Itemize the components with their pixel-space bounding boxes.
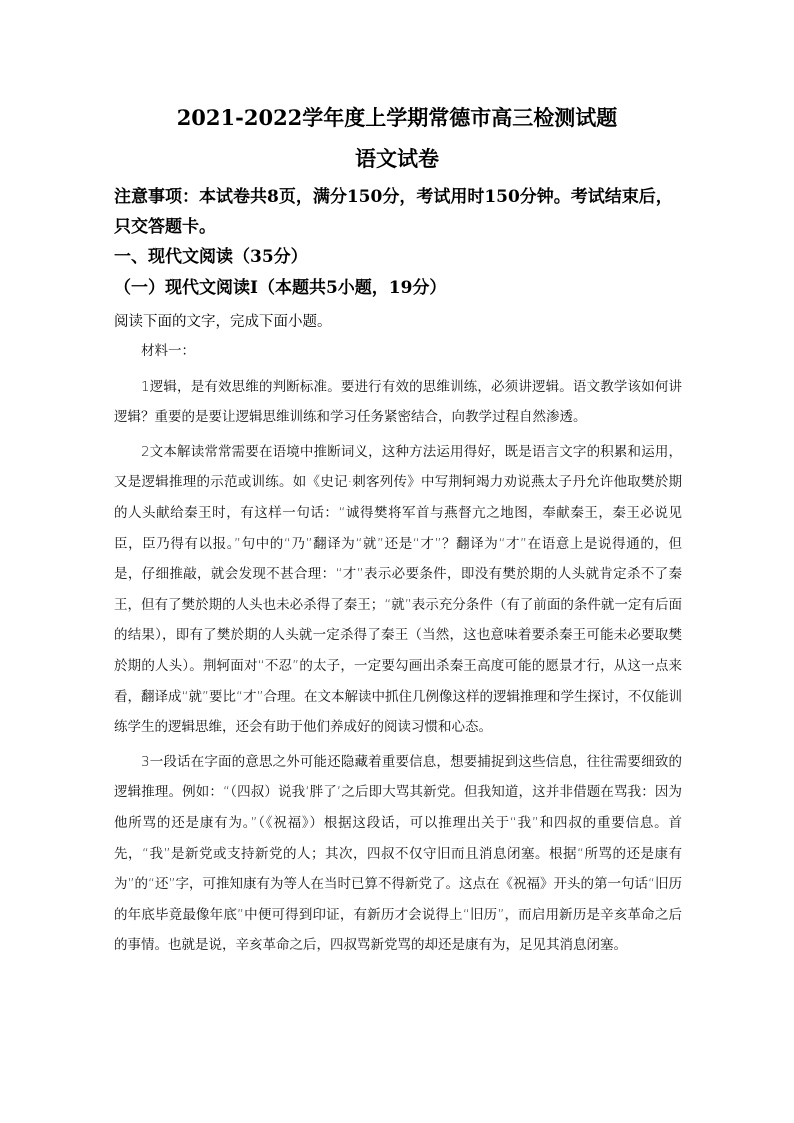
exam-notice: 注意事项：本试卷共8页，满分150分，考试用时150分钟。考试结束后，只交答题卡。 [114, 187, 673, 237]
exam-subtitle: 语文试卷 [355, 146, 439, 171]
material-label: 材料一： [141, 343, 195, 359]
passage-paragraph-2: 2文本解读常常需要在语境中推断词义，这种方法运用得好，既是语言文字的积累和运用，又是逻辑推理的示范或训练。如《史记·刺客列传》中写荆轲竭力劝说燕太子丹允许他取樊於期的人头献给秦王时，有这样一句话：“诚得樊将军首与燕督亢之地图，奉献秦王，秦王必说见臣，臣乃得有以报。”句中的“乃”翻译为“就”还是“才”？翻译为“才”在语意上是说得通的，但是，仔细推敲，就会发现不甚合理：“才”表示必要条件，即没有樊於期的人头就肯定杀不了秦王，但有了樊於期的人头也未必杀得了秦王；“就”表示充分条件（有了前面的条件就一定有后面的结果），即有了樊於期的人头就一定杀得了秦王（当然，这也意味着要杀秦王可能未必要取樊於期的人头）。荆轲面对“不忍”的太子，一定要勾画出杀秦王高度可能的愿景才行，从这一点来看，翻译成“就”要比“才”合理。在文本解读中抓住几例像这样的逻辑推理和学生探讨，不仅能训练学生的逻辑思维，还会有助于他们养成好的阅读习惯和心态。 [114, 443, 682, 736]
passage-paragraph-1: 1逻辑，是有效思维的判断标准。要进行有效的思维训练，必须讲逻辑。语文教学该如何讲逻辑？重要的是要让逻辑思维训练和学习任务紧密结合，向教学过程自然渗透。 [114, 378, 682, 426]
section-heading-part-one: 一、现代文阅读（35分） [114, 247, 308, 267]
passage-paragraph-3: 3一段话在字面的意思之外可能还隐藏着重要信息，想要捕捉到这些信息，往往需要细致的逻辑推理。例如：“（四叔）说我‘胖了’之后即大骂其新党。但我知道，这并非借题在骂我：因为他所骂的还是康有为。”（《祝福》）根据这段话，可以推理出关于“我”和四叔的重要信息。首先，“我”是新党或支持新党的人；其次，四叔不仅守旧而且消息闭塞。根据“所骂的还是康有为”的“还”字，可推知康有为等人在当时已算不得新党了。这点在《祝福》开头的第一句话“旧历的年底毕竟最像年底”中便可得到印证，有新历才会说得上“旧历”，而启用新历是辛亥革命之后的事情。也就是说，辛亥革命之后，四叔骂新党骂的却还是康有为，足见其消息闭塞。 [114, 753, 682, 954]
material-passage [114, 336, 682, 965]
reading-instruction: 阅读下面的文字，完成下面小题。 [114, 314, 332, 330]
exam-title: 2021-2022学年度上学期常德市高三检测试题 [176, 105, 618, 130]
section-heading-part-one-sub: （一）现代文阅读Ⅰ（本题共5小题，19分） [114, 278, 447, 298]
